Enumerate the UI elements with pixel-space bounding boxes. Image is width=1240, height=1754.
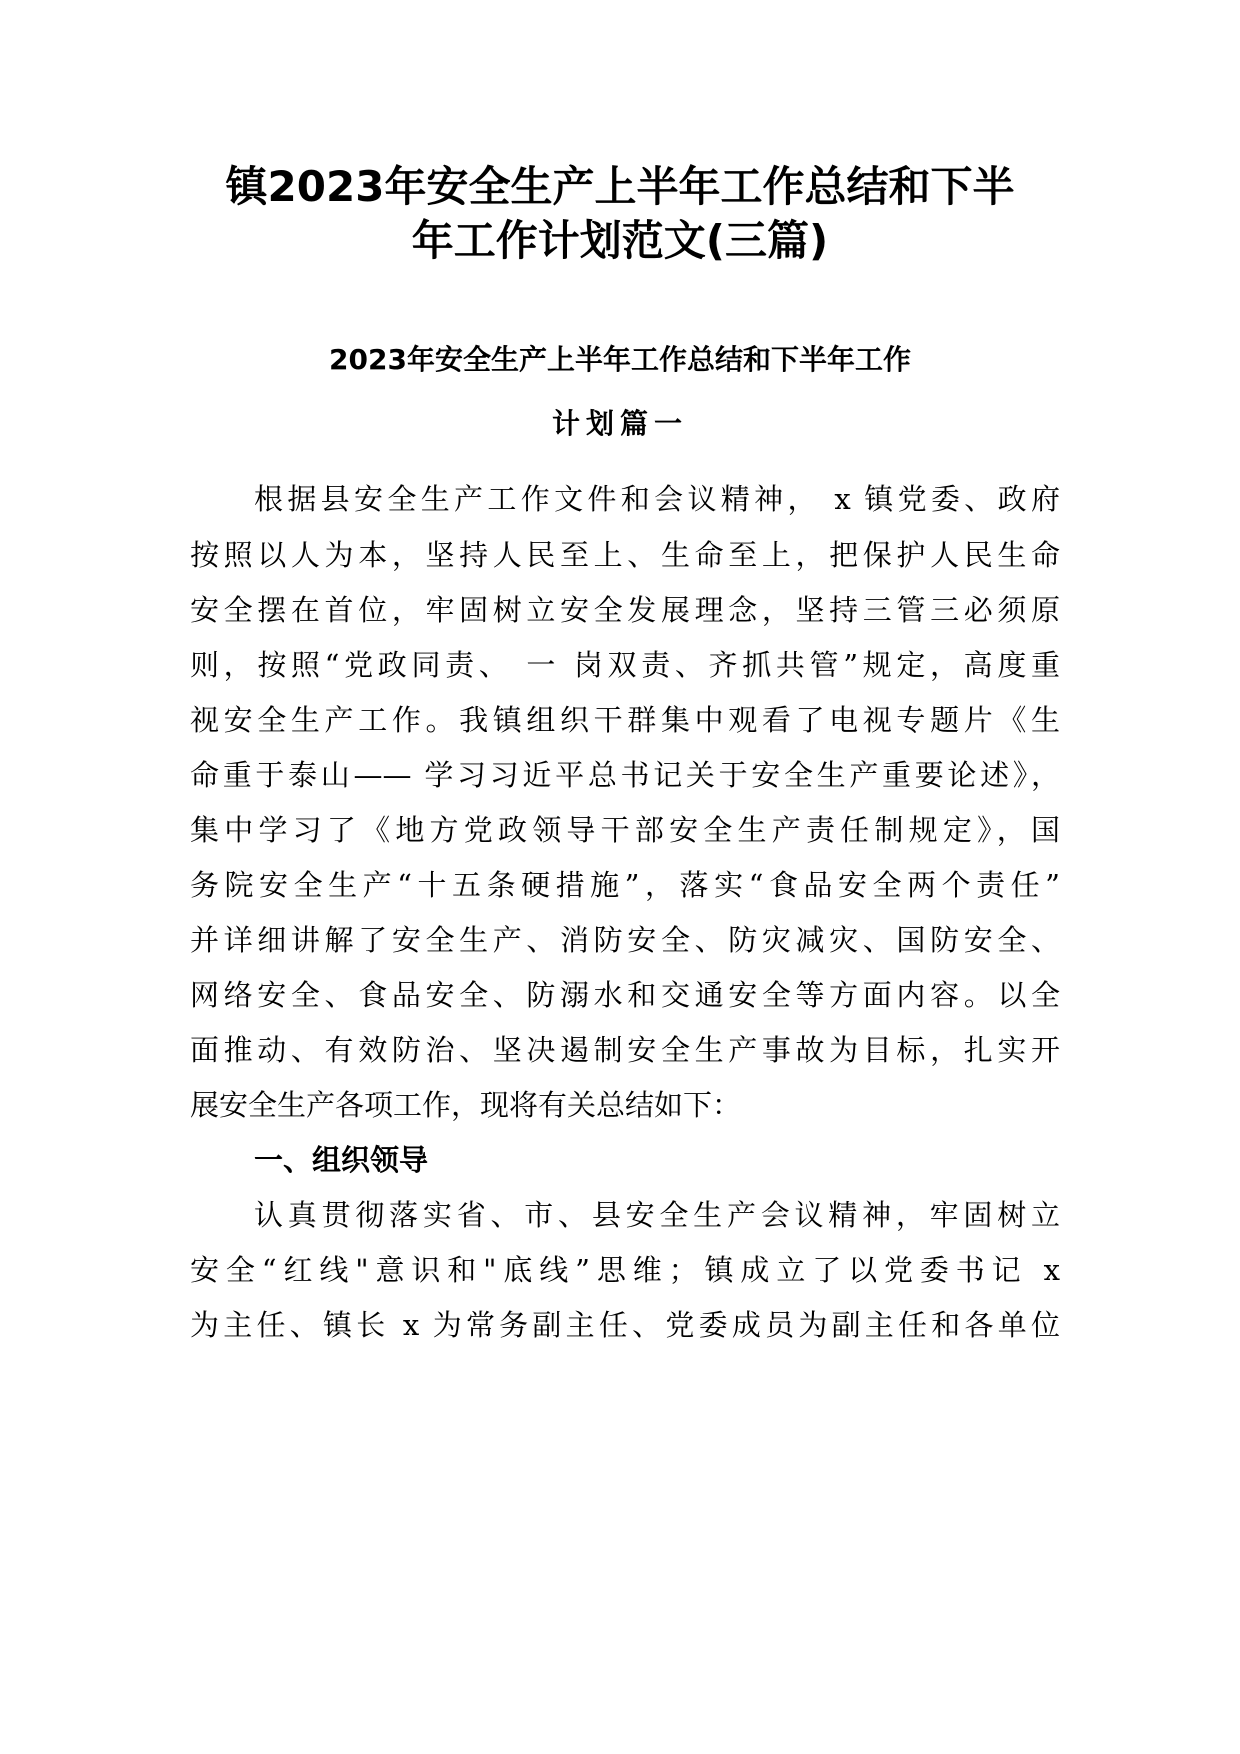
subtitle-line-2: 计划篇一 <box>551 407 688 440</box>
paragraph1-line: 命重于泰山—— 学习习近平总书记关于安全生产重要论述》， <box>190 758 1060 792</box>
paragraph1-line: 务院安全生产“十五条硬措施”，落实“食品安全两个责任” <box>190 868 1060 902</box>
document-title-line-1: 镇2023年安全生产上半年工作总结和下半 <box>225 162 1015 211</box>
paragraph2-line: 认真贯彻落实省、市、县安全生产会议精神，牢固树立 <box>254 1198 1060 1232</box>
paragraph2-line: 安全“红线"意识和"底线”思维；镇成立了以党委书记 x <box>190 1253 1060 1287</box>
paragraph1-line: 安全摆在首位，牢固树立安全发展理念，坚持三管三必须原 <box>190 593 1060 627</box>
paragraph1-line: 则，按照“党政同责、 一 岗双责、齐抓共管”规定，高度重 <box>190 648 1060 682</box>
paragraph2-line: 为主任、镇长 x 为常务副主任、党委成员为副主任和各单位 <box>190 1308 1060 1342</box>
section-heading: 一、组织领导 <box>254 1143 429 1177</box>
paragraph1-line: 展安全生产各项工作，现将有关总结如下： <box>190 1088 742 1122</box>
paragraph1-line: 按照以人为本，坚持人民至上、生命至上，把保护人民生命 <box>190 538 1060 572</box>
paragraph1-line: 集中学习了《地方党政领导干部安全生产责任制规定》，国 <box>190 813 1060 847</box>
subtitle-line-1: 2023年安全生产上半年工作总结和下半年工作 <box>329 343 911 376</box>
paragraph1-line: 根据县安全生产工作文件和会议精神， x 镇党委、政府 <box>254 482 1060 516</box>
paragraph1-line: 视安全生产工作。我镇组织干群集中观看了电视专题片《生 <box>190 703 1060 737</box>
paragraph1-line: 网络安全、食品安全、防溺水和交通安全等方面内容。以全 <box>190 978 1060 1012</box>
document-title-line-2: 年工作计划范文(三篇) <box>411 216 829 265</box>
paragraph1-line: 并详细讲解了安全生产、消防安全、防灾减灾、国防安全、 <box>190 923 1060 957</box>
paragraph1-line: 面推动、有效防治、坚决遏制安全生产事故为目标，扎实开 <box>190 1033 1060 1067</box>
